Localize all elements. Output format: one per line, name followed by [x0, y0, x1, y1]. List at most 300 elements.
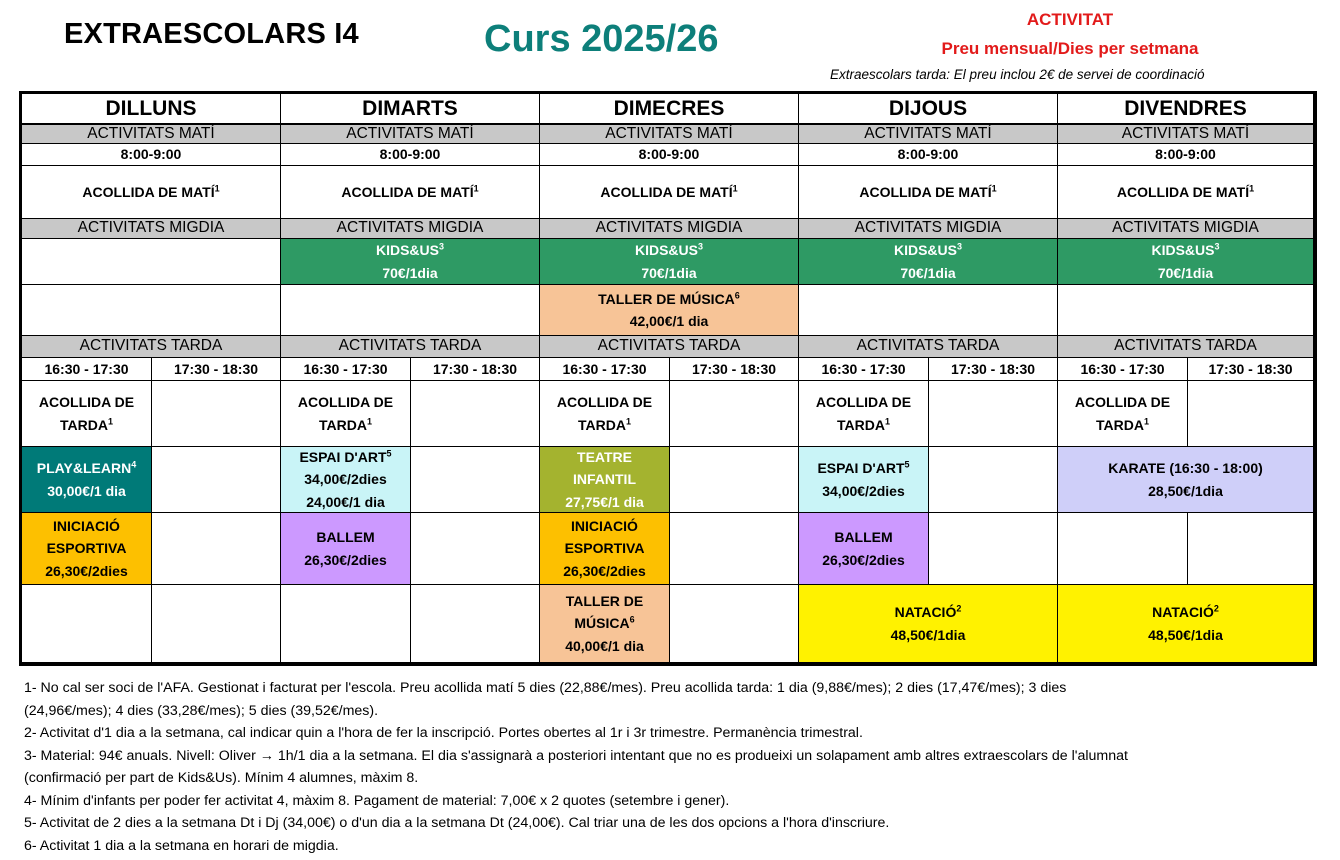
cell-text	[571, 515, 638, 537]
empty-cell	[670, 513, 799, 585]
time-slot-1630	[540, 358, 670, 381]
cell-text-value: ACTIVITATS MATÍ	[864, 125, 992, 142]
cell-text	[316, 526, 374, 548]
cell-text-value: TALLER DE MÚSICA	[598, 290, 735, 307]
time-slot-1730	[411, 358, 540, 381]
cell-text-value: DIMARTS	[362, 96, 458, 120]
cell-text-value: ACTIVITATS TARDA	[79, 337, 223, 355]
cell-text	[563, 560, 646, 582]
legend-activity-label: ACTIVITAT	[1026, 10, 1114, 29]
cell-text-value: ACOLLIDA DE MATÍ	[859, 183, 992, 200]
footnote-ref: 1	[1143, 415, 1149, 426]
cell-text-value: DILLUNS	[105, 96, 197, 120]
activity-taller-musica	[540, 585, 670, 663]
empty-cell	[929, 513, 1058, 585]
cell-text-value: 70€/1dia	[641, 264, 697, 281]
cell-text-value: INICIACIÓ	[571, 517, 638, 534]
time-slot-1730	[1188, 358, 1314, 381]
cell-text	[600, 181, 737, 203]
footnote-ref: 5	[386, 448, 392, 459]
cell-text-value: 17:30 - 18:30	[1208, 360, 1293, 377]
cell-text	[578, 414, 631, 436]
cell-text	[87, 125, 214, 143]
cell-text	[596, 219, 743, 238]
cell-text	[339, 337, 482, 356]
cell-text	[80, 337, 223, 356]
empty-cell	[1188, 381, 1314, 447]
cell-text	[1075, 391, 1170, 413]
cell-text	[821, 361, 905, 378]
cell-text	[1108, 457, 1263, 479]
cell-text	[1148, 480, 1223, 502]
cell-text-value: ACTIVITATS MIGDIA	[77, 219, 225, 237]
cell-text-value: 8:00-9:00	[120, 146, 182, 163]
footnote-ref: 1	[1249, 183, 1255, 194]
activity-acollida-tarda	[799, 381, 929, 447]
section-header-midday	[281, 219, 540, 239]
cell-text-value: PLAY&LEARN	[36, 460, 132, 477]
day-header	[540, 94, 799, 125]
cell-text-value: ACTIVITATS MATÍ	[87, 125, 215, 142]
activity-kids-us	[1058, 239, 1314, 285]
cell-text	[1152, 601, 1219, 623]
activity-acollida-tarda	[281, 381, 411, 447]
empty-cell	[281, 585, 411, 663]
cell-text-value: TARDA	[578, 416, 626, 433]
cell-text-value: 27,75€/1 dia	[565, 493, 644, 510]
section-header-afternoon	[540, 336, 799, 358]
footnote-line: 2- Activitat d'1 dia a la setmana, cal indicar quin a l'hora de fer la inscripció. Portes obertes al 1r i 3r trimestre. Permanència trimestral.	[24, 725, 863, 741]
cell-text-value: ACTIVITATS MATÍ	[1121, 125, 1250, 142]
cell-text	[822, 480, 905, 502]
cell-text	[900, 262, 955, 284]
cell-text-value: 24,00€/1 dia	[306, 493, 385, 510]
cell-text-value: ACTIVITATS MIGDIA	[595, 219, 743, 237]
cell-text-value: TARDA	[837, 416, 885, 433]
cell-text-value: ACTIVITATS TARDA	[856, 337, 1000, 355]
footnote-ref: 1	[732, 183, 738, 194]
cell-text	[60, 414, 113, 436]
footnote-line: 5- Activitat de 2 dies a la setmana Dt i Dj (34,00€) o d'un dia a la setmana Dt (24,00€). Cal triar una de les dos opcions a l'hora d'inscriure.	[24, 815, 890, 831]
cell-text-value: ACTIVITATS MATÍ	[346, 125, 474, 142]
footnote-ref: 6	[629, 614, 635, 625]
cell-text	[864, 125, 991, 143]
empty-cell	[799, 285, 1058, 336]
cell-text	[951, 361, 1035, 378]
activity-teatre-infantil	[540, 447, 670, 513]
footnote-line: (confirmació per part de Kids&Us). Mínim 4 alumnes, màxim 8.	[24, 770, 419, 786]
cell-text	[106, 94, 197, 125]
activity-acollida-tarda	[540, 381, 670, 447]
footnote-ref: 2	[956, 603, 962, 614]
cell-text	[121, 146, 182, 163]
cell-text-value: ACOLLIDA DE MATÍ	[600, 183, 733, 200]
cell-text	[319, 414, 372, 436]
cell-text-value: 16:30 - 17:30	[821, 360, 906, 377]
section-header-afternoon	[1058, 336, 1314, 358]
activity-natacio	[1058, 585, 1314, 663]
cell-text-value: ACOLLIDA DE MATÍ	[82, 183, 215, 200]
cell-text-value: NATACIÓ	[894, 604, 957, 621]
footnote-ref: 1	[991, 183, 997, 194]
cell-text	[1155, 146, 1216, 163]
cell-text-value: ACOLLIDA DE MATÍ	[341, 183, 474, 200]
section-header-afternoon	[799, 336, 1058, 358]
cell-text	[605, 125, 732, 143]
cell-text	[562, 361, 646, 378]
day-header	[281, 94, 540, 125]
footnote-line: 3- Material: 94€ anuals. Nivell: Oliver → 1h/1 dia a la setmana. El dia s'assignarà a posteriori intentant que no es produeixi un solapament amb altres extraescolars de l'alumnat	[24, 747, 1128, 764]
cell-text-value: ACOLLIDA DE	[556, 394, 653, 411]
cell-text-value: BALLEM	[834, 529, 893, 546]
cell-text-value: 17:30 - 18:30	[173, 360, 259, 377]
cell-text	[834, 526, 892, 548]
cell-text-value: 26,30€/2dies	[822, 551, 905, 568]
cell-text-value: ACTIVITATS MIGDIA	[1112, 219, 1259, 237]
section-header-afternoon	[281, 336, 540, 358]
cell-text	[78, 219, 225, 238]
cell-text-value: 40,00€/1 dia	[565, 637, 644, 654]
cell-text-value: 8:00-9:00	[1155, 146, 1216, 163]
activity-ballem	[281, 513, 411, 585]
empty-cell	[411, 381, 540, 447]
empty-cell	[22, 239, 281, 285]
empty-cell	[670, 447, 799, 513]
coordination-fee-note: Extraescolars tarda: El preu inclou 2€ de servei de coordinació	[830, 67, 1205, 82]
cell-text-value: 30,00€/1 dia	[47, 482, 126, 499]
cell-text	[822, 549, 905, 571]
footnote-ref: 1	[884, 415, 890, 426]
cell-text-value: MÚSICA	[574, 615, 630, 632]
cell-text	[1096, 414, 1149, 436]
empty-cell	[1058, 285, 1314, 336]
cell-text	[859, 181, 996, 203]
cell-text	[337, 219, 484, 238]
activity-espai-art	[281, 447, 411, 513]
footnote-ref: 1	[473, 183, 479, 194]
cell-text-value: ACTIVITATS MIGDIA	[336, 219, 484, 237]
cell-text-value: ACOLLIDA DE	[38, 394, 135, 411]
cell-text	[341, 181, 478, 203]
cell-text-value: 26,30€/2dies	[45, 562, 128, 579]
cell-text-value: INFANTIL	[573, 471, 636, 488]
cell-text-value: INICIACIÓ	[53, 517, 120, 534]
cell-text	[630, 310, 709, 332]
footnote-ref: 3	[698, 241, 704, 252]
cell-text-value: 26,30€/2dies	[563, 562, 646, 579]
cell-text	[574, 612, 634, 634]
empty-cell	[411, 447, 540, 513]
cell-text-value: NATACIÓ	[1152, 604, 1214, 621]
activity-acollida-mati	[281, 166, 540, 219]
cell-text-value: 70€/1dia	[382, 264, 438, 281]
section-header-morning	[1058, 125, 1314, 144]
cell-text-value: DIVENDRES	[1124, 96, 1247, 120]
cell-text	[891, 624, 966, 646]
footnote-ref: 1	[366, 415, 372, 426]
cell-text	[1158, 262, 1213, 284]
cell-text-value: 16:30 - 17:30	[44, 360, 129, 377]
cell-text	[816, 391, 911, 413]
cell-text-value: 70€/1dia	[900, 264, 956, 281]
cell-text-value: KIDS&US	[893, 242, 957, 259]
cell-text	[47, 480, 126, 502]
section-header-midday	[540, 219, 799, 239]
empty-cell	[152, 585, 281, 663]
empty-cell	[929, 447, 1058, 513]
cell-text	[566, 590, 644, 612]
cell-text	[304, 468, 387, 490]
empty-cell	[152, 513, 281, 585]
footnote-ref: 1	[214, 183, 220, 194]
cell-text	[837, 414, 890, 436]
day-header	[22, 94, 281, 125]
empty-cell	[670, 381, 799, 447]
cell-text	[382, 262, 437, 284]
cell-text-value: 16:30 - 17:30	[303, 360, 388, 377]
empty-cell	[929, 381, 1058, 447]
cell-text	[565, 537, 645, 559]
activity-natacio	[799, 585, 1058, 663]
cell-text-value: ACTIVITATS MATÍ	[605, 125, 733, 142]
activity-ballem	[799, 513, 929, 585]
cell-text	[598, 288, 740, 310]
footnote-ref: 3	[957, 241, 963, 252]
activity-kids-us	[281, 239, 540, 285]
footnote-line: (24,96€/mes); 4 dies (33,28€/mes); 5 dies (39,52€/mes).	[24, 702, 379, 719]
cell-text-value: 8:00-9:00	[638, 146, 700, 163]
cell-text	[298, 391, 393, 413]
cell-text	[1208, 361, 1292, 378]
empty-cell	[281, 285, 540, 336]
cell-text	[692, 361, 776, 378]
cell-text-value: ACOLLIDA DE	[297, 394, 394, 411]
cell-text	[1112, 219, 1259, 238]
activity-acollida-mati	[799, 166, 1058, 219]
activity-espai-art	[799, 447, 929, 513]
cell-text-value: 17:30 - 18:30	[950, 360, 1036, 377]
cell-text-value: ESPORTIVA	[46, 540, 127, 557]
cell-text-value: KARATE (16:30 - 18:00)	[1108, 460, 1263, 477]
cell-text-value: ACOLLIDA DE MATÍ	[1116, 183, 1250, 200]
cell-text-value: 28,50€/1dia	[1148, 482, 1223, 499]
cell-text-value: KIDS&US	[634, 242, 698, 259]
cell-text	[380, 146, 441, 163]
cell-text	[1122, 125, 1249, 143]
cell-text	[1080, 361, 1164, 378]
cell-text	[857, 337, 1000, 356]
cell-text	[376, 239, 444, 261]
cell-text	[889, 94, 967, 125]
section-header-midday	[22, 219, 281, 239]
time-slot-1630	[22, 358, 152, 381]
section-header-midday	[1058, 219, 1314, 239]
cell-text	[39, 391, 134, 413]
cell-text	[898, 146, 959, 163]
section-header-morning	[540, 125, 799, 144]
cell-text-value: 34,00€/2dies	[822, 482, 905, 499]
weekly-schedule-table	[19, 91, 1317, 666]
footnotes	[24, 677, 1324, 857]
page-title: EXTRAESCOLARS I4	[64, 18, 359, 50]
cell-text-value: 42,00€/1 dia	[629, 313, 709, 329]
cell-text	[1114, 337, 1257, 356]
cell-text	[82, 181, 219, 203]
footnote-ref: 1	[625, 415, 631, 426]
cell-text	[346, 125, 473, 143]
cell-text-value: 8:00-9:00	[379, 146, 441, 163]
cell-text-value: ACTIVITATS TARDA	[338, 337, 482, 355]
activity-acollida-tarda	[1058, 381, 1188, 447]
cell-text-value: DIMECRES	[613, 96, 725, 120]
cell-text-value: ACOLLIDA DE	[1074, 394, 1171, 411]
activity-kids-us	[799, 239, 1058, 285]
cell-text-value: 16:30 - 17:30	[562, 360, 647, 377]
activity-acollida-mati	[1058, 166, 1314, 219]
cell-text	[47, 537, 127, 559]
cell-text	[1151, 239, 1219, 261]
cell-text	[565, 635, 644, 657]
empty-cell	[152, 447, 281, 513]
activity-acollida-mati	[22, 166, 281, 219]
morning-time-slot	[281, 144, 540, 166]
course-year-title: Curs 2025/26	[484, 18, 719, 60]
cell-text-value: 17:30 - 18:30	[691, 360, 777, 377]
cell-text-value: 17:30 - 18:30	[432, 360, 518, 377]
cell-text-value: BALLEM	[316, 529, 375, 546]
time-slot-1730	[670, 358, 799, 381]
section-header-morning	[22, 125, 281, 144]
day-header	[799, 94, 1058, 125]
cell-text	[598, 337, 741, 356]
cell-text	[304, 549, 387, 571]
cell-text	[53, 515, 120, 537]
cell-text	[855, 219, 1002, 238]
section-header-morning	[281, 125, 540, 144]
empty-cell	[1058, 513, 1188, 585]
cell-text	[174, 361, 258, 378]
cell-text-value: TARDA	[319, 416, 367, 433]
cell-text	[303, 361, 387, 378]
cell-text	[894, 239, 962, 261]
cell-text-value: ESPORTIVA	[564, 540, 645, 557]
cell-text	[306, 491, 385, 513]
activity-kids-us	[540, 239, 799, 285]
empty-cell	[22, 285, 281, 336]
cell-text	[573, 468, 636, 490]
cell-text	[635, 239, 703, 261]
empty-cell	[411, 513, 540, 585]
cell-text	[577, 447, 632, 468]
activity-acollida-mati	[540, 166, 799, 219]
cell-text	[299, 447, 391, 468]
activity-acollida-tarda	[22, 381, 152, 447]
activity-iniciacio-esportiva	[22, 513, 152, 585]
cell-text	[895, 601, 962, 623]
cell-text-value: DIJOUS	[888, 96, 968, 120]
empty-cell	[411, 585, 540, 663]
empty-cell	[152, 381, 281, 447]
cell-text-value: 48,50€/1dia	[1148, 626, 1223, 643]
cell-text	[557, 391, 652, 413]
time-slot-1630	[1058, 358, 1188, 381]
time-slot-1630	[281, 358, 411, 381]
morning-time-slot	[22, 144, 281, 166]
footnote-ref: 3	[1214, 241, 1220, 252]
footnote-ref: 1	[107, 415, 113, 426]
cell-text-value: TALLER DE	[565, 592, 644, 609]
section-header-afternoon	[22, 336, 281, 358]
morning-time-slot	[799, 144, 1058, 166]
cell-text	[641, 262, 696, 284]
cell-text	[45, 560, 128, 582]
time-slot-1730	[929, 358, 1058, 381]
footnote-ref: 5	[904, 459, 910, 470]
cell-text	[433, 361, 517, 378]
cell-text-value: 16:30 - 17:30	[1080, 360, 1165, 377]
cell-text	[44, 361, 128, 378]
cell-text	[37, 457, 136, 479]
morning-time-slot	[540, 144, 799, 166]
empty-cell	[1188, 513, 1314, 585]
footnote-ref: 3	[439, 241, 445, 252]
cell-text-value: TARDA	[60, 416, 108, 433]
section-header-midday	[799, 219, 1058, 239]
cell-text-value: 8:00-9:00	[897, 146, 959, 163]
cell-text	[614, 94, 725, 125]
footnote-ref: 4	[131, 459, 137, 470]
footnote-line: 1- No cal ser soci de l'AFA. Gestionat i facturat per l'escola. Preu acollida matí 5 dies (22,88€/mes). Preu acollida tarda: 1 dia (9,88€/mes); 2 dies (17,47€/mes); 3 dies	[24, 680, 1067, 696]
cell-text-value: KIDS&US	[1151, 242, 1215, 259]
cell-text	[639, 146, 700, 163]
cell-text	[565, 491, 644, 513]
day-header	[1058, 94, 1314, 125]
cell-text-value: ACTIVITATS MIGDIA	[854, 219, 1002, 237]
time-slot-1730	[152, 358, 281, 381]
cell-text-value: ESPAI D'ART	[817, 460, 905, 477]
cell-text-value: 48,50€/1dia	[890, 626, 966, 643]
cell-text-value: ACTIVITATS TARDA	[1114, 337, 1257, 355]
morning-time-slot	[1058, 144, 1314, 166]
footnote-line: 6- Activitat 1 dia a la setmana en horari de migdia.	[24, 837, 339, 854]
cell-text	[1124, 94, 1247, 125]
activity-iniciacio-esportiva	[540, 513, 670, 585]
cell-text-value: 34,00€/2dies	[304, 471, 387, 488]
activity-taller-musica-migdia	[540, 285, 799, 336]
section-header-morning	[799, 125, 1058, 144]
empty-cell	[22, 585, 152, 663]
cell-text-value: TEATRE	[577, 448, 632, 465]
cell-text-value: KIDS&US	[375, 242, 439, 259]
cell-text	[1117, 181, 1254, 203]
cell-text-value: 26,30€/2dies	[304, 551, 387, 568]
time-slot-1630	[799, 358, 929, 381]
legend-price-label: Preu mensual/Dies per setmana	[941, 39, 1199, 58]
footnote-ref: 2	[1213, 603, 1219, 614]
empty-cell	[670, 585, 799, 663]
cell-text	[362, 94, 458, 125]
activity-play-learn	[22, 447, 152, 513]
cell-text	[1148, 624, 1223, 646]
cell-text-value: ESPAI D'ART	[299, 448, 387, 465]
footnote-line: 4- Mínim d'infants per poder fer activitat 4, màxim 8. Pagament de material: 7,00€ x 2 quotes (setembre i gener).	[24, 792, 730, 809]
cell-text	[817, 457, 909, 479]
footnote-ref: 6	[734, 289, 740, 300]
activity-karate	[1058, 447, 1314, 513]
cell-text-value: TARDA	[1096, 416, 1144, 433]
cell-text-value: ACTIVITATS TARDA	[597, 337, 741, 355]
cell-text-value: 70€/1dia	[1157, 264, 1214, 281]
